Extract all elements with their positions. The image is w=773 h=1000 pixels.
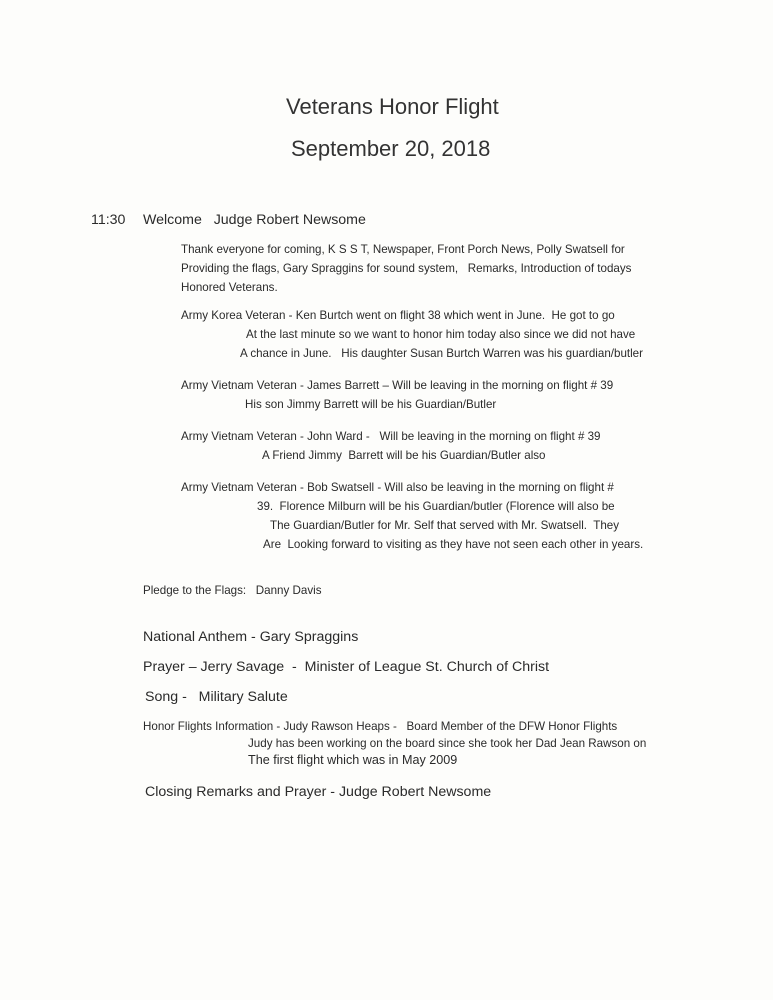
veteran-line: Army Korea Veteran - Ken Burtch went on flight 38 which went in June. He got to go bbox=[181, 309, 615, 322]
document-date: September 20, 2018 bbox=[291, 136, 491, 161]
veteran-line: Army Vietnam Veteran - Bob Swatsell - Will also be leaving in the morning on flight # bbox=[181, 481, 614, 494]
veteran-line: His son Jimmy Barrett will be his Guardian/Butler bbox=[245, 398, 497, 411]
veteran-line: At the last minute so we want to honor him today also since we did not have bbox=[246, 328, 636, 341]
prayer-item: Prayer – Jerry Savage - Minister of League St. Church of Christ bbox=[143, 659, 550, 675]
song-item: Song - Military Salute bbox=[145, 689, 288, 705]
veteran-line: A chance in June. His daughter Susan Burtch Warren was his guardian/butler bbox=[240, 347, 643, 360]
closing-item: Closing Remarks and Prayer - Judge Robert Newsome bbox=[145, 784, 492, 800]
welcome-time: 11:30 bbox=[91, 212, 126, 228]
pledge-item: Pledge to the Flags: Danny Davis bbox=[143, 584, 322, 597]
document-title: Veterans Honor Flight bbox=[286, 94, 499, 119]
veteran-line: Army Vietnam Veteran - John Ward - Will be leaving in the morning on flight # 39 bbox=[181, 430, 601, 443]
welcome-intro-line: Honored Veterans. bbox=[181, 281, 278, 294]
veteran-line: Are Looking forward to visiting as they have not seen each other in years. bbox=[263, 538, 644, 551]
welcome-intro-line: Providing the flags, Gary Spraggins for sound system, Remarks, Introduction of todays bbox=[181, 262, 632, 275]
anthem-item: National Anthem - Gary Spraggins bbox=[143, 629, 359, 645]
veteran-line: Army Vietnam Veteran - James Barrett – Will be leaving in the morning on flight # 39 bbox=[181, 379, 614, 392]
veteran-line: The Guardian/Butler for Mr. Self that served with Mr. Swatsell. They bbox=[270, 519, 620, 532]
honor-info-heading: Honor Flights Information - Judy Rawson Heaps - Board Member of the DFW Honor Flights bbox=[143, 720, 618, 733]
honor-info-line: The first flight which was in May 2009 bbox=[248, 753, 458, 767]
welcome-intro-line: Thank everyone for coming, K S S T, Newspaper, Front Porch News, Polly Swatsell for bbox=[181, 243, 625, 256]
veteran-line: A Friend Jimmy Barrett will be his Guardian/Butler also bbox=[262, 449, 546, 462]
veteran-line: 39. Florence Milburn will be his Guardian/butler (Florence will also be bbox=[257, 500, 615, 513]
honor-info-line: Judy has been working on the board since she took her Dad Jean Rawson on bbox=[248, 737, 647, 750]
welcome-heading: Welcome Judge Robert Newsome bbox=[143, 212, 366, 228]
